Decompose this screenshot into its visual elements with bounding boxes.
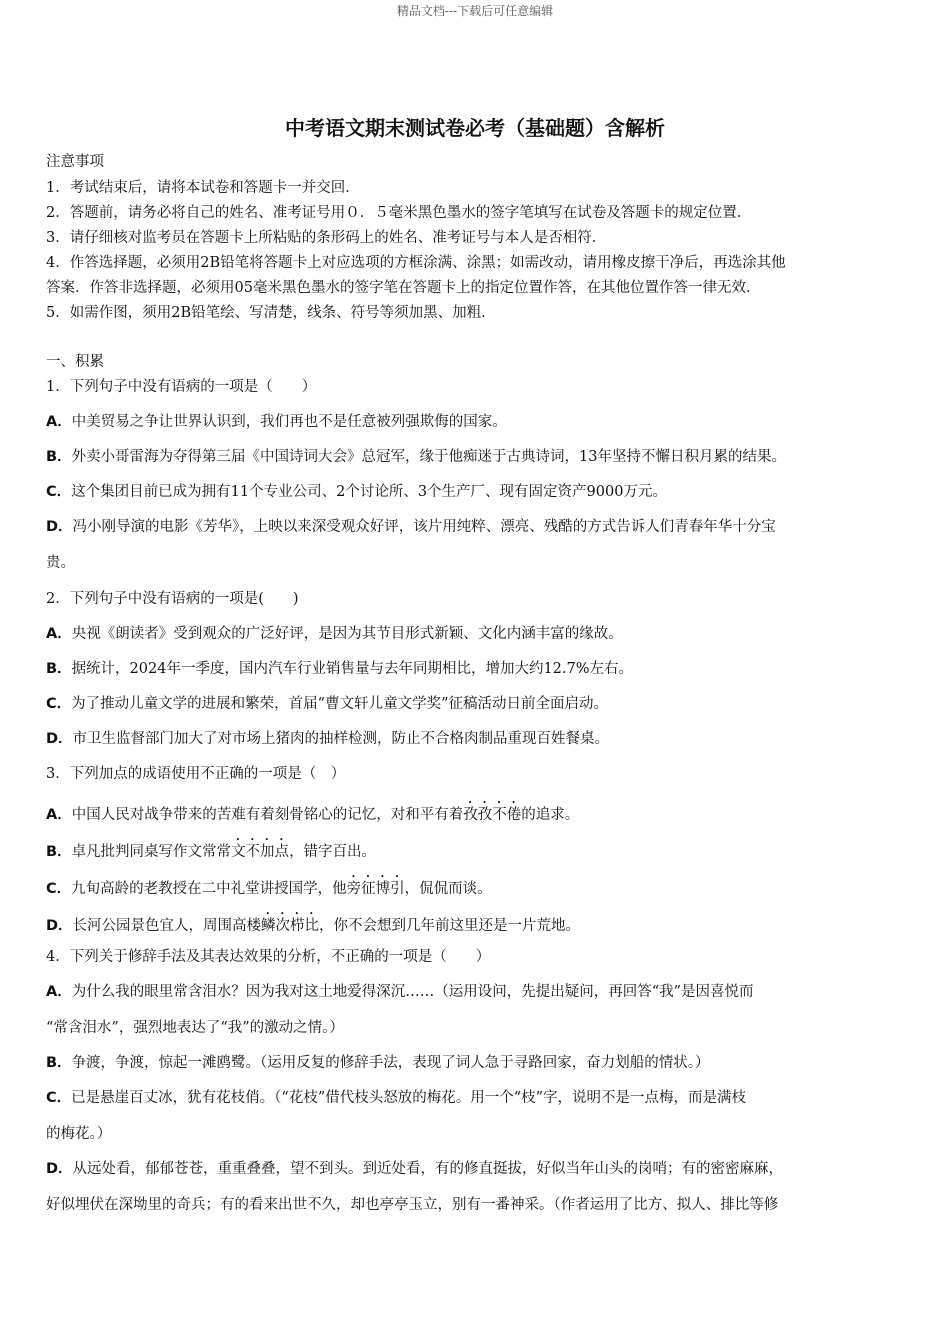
option-text: 长河公园景色宜人，周围高楼 [72,918,262,934]
option-text: 争渡，争渡，惊起一滩鸥鹭。（运用反复的修辞手法，表现了词人急于寻路回家，奋力划船的情状。） [71,1055,710,1071]
question-2-stem: 2．下列句子中没有语病的一项是( ) [46,591,299,607]
question-1-stem: 1．下列句子中没有语病的一项是（ ） [46,379,317,395]
option-label: D． [46,918,73,934]
option-label: D． [46,519,73,535]
option-label: A． [46,414,72,430]
note-item: 3．请仔细核对监考员在答题卡上所粘贴的条形码上的姓名、准考证号与本人是否相符． [46,230,607,246]
section-heading: 一、积累 [46,354,104,370]
question-3-stem: 3．下列加点的成语使用不正确的一项是（ ） [46,766,346,782]
option-label: C． [46,881,72,897]
q4-option-d-cont: 好似埋伏在深坳里的奇兵；有的看来出世不久，却也亭亭玉立，别有一番神采。（作者运用了比方、拟人、排比等修 [46,1197,779,1213]
option-text: 这个集团目前已成为拥有11个专业公司、2个讨论所、3个生产厂、现有固定资产9000万元。 [71,484,667,500]
notes-heading: 注意事项 [46,154,104,170]
q3-option-c [46,873,492,899]
q2-option-b [46,659,633,679]
option-text: ，侃侃而谈。 [404,881,492,897]
q2-option-d [46,729,609,749]
option-text: 卓凡批判同桌写作文常常 [71,844,232,860]
option-label: D． [46,731,73,747]
option-label: B． [46,661,72,677]
option-text: 为了推动儿童文学的进展和繁荣，首届“曹文轩儿童文学奖”征稿活动日前全面启动。 [71,696,608,712]
option-text: 外卖小哥雷海为夺得第三届《中国诗词大会》总冠军，缘于他痴迷于古典诗词，13年坚持不懈日积月累的结果。 [71,449,787,465]
q1-option-d [46,517,776,537]
q3-option-d [46,910,580,936]
note-item: 答案．作答非选择题，必须用05毫米黑色墨水的签字笔在答题卡上的指定位置作答，在其他位置作答一律无效． [46,280,761,296]
q1-option-d-cont: 贵。 [46,555,75,571]
option-text: 中美贸易之争让世界认识到，我们再也不是任意被列强欺侮的国家。 [71,414,507,430]
option-text: ，你不会想到几年前这里还是一片荒地。 [319,918,581,934]
option-text: 已是悬崖百丈冰，犹有花枝俏。（“花枝”借代枝头怒放的梅花。用一个“枝”字，说明不是一点梅，而是满枝 [71,1090,747,1106]
page-header: 精品文档---下载后可任意编辑 [396,4,554,18]
option-label: A． [46,807,72,823]
option-text: 九旬高龄的老教授在二中礼堂讲授国学，他 [71,881,347,897]
question-4-stem: 4．下列关于修辞手法及其表达效果的分析，不正确的一项是（ ） [46,949,491,965]
option-label: A． [46,626,72,642]
q3-option-a [46,799,579,825]
option-text: 据统计，2024年一季度，国内汽车行业销售量与去年同期相比，增加大约12.7%左右。 [71,661,634,677]
option-text: 从远处看，郁郁苍苍，重重叠叠，望不到头。到近处看，有的修直挺拔，好似当年山头的岗哨；有的密密麻麻， [72,1161,784,1177]
q1-option-a [46,412,507,432]
option-label: B． [46,844,72,860]
option-text: ，错字百出。 [289,844,377,860]
dotted-idiom: 鳞次栉比 [261,918,320,934]
option-label: B． [46,449,72,465]
dotted-idiom: 旁征博引 [346,881,405,897]
note-item: 1．考试结束后，请将本试卷和答题卡一并交回． [46,180,360,196]
dotted-idiom: 文不加点 [231,844,290,860]
q1-option-c [46,482,667,502]
note-item: 5．如需作图，须用2B铅笔绘、写清楚，线条、符号等须加黑、加粗． [46,305,496,321]
option-text: 中国人民对战争带来的苦难有着刻骨铭心的记忆，对和平有着 [71,807,464,823]
option-text: 央视《朗读者》受到观众的广泛好评，是因为其节目形式新颖、文化内涵丰富的缘故。 [71,626,623,642]
dotted-idiom: 孜孜不倦 [463,807,522,823]
q4-option-c [46,1088,746,1108]
q4-option-c-cont: 的梅花。） [46,1126,112,1142]
option-label: C． [46,1090,72,1106]
option-label: C． [46,484,72,500]
option-text: 冯小刚导演的电影《芳华》，上映以来深受观众好评，该片用纯粹、漂亮、残酷的方式告诉人们青春年华十分宝 [72,519,776,535]
page-title: 中考语文期末测试卷必考（基础题）含解析 [285,116,665,140]
q4-option-b [46,1053,710,1073]
note-item: 4．作答选择题，必须用2B铅笔将答题卡上对应选项的方框涂满、涂黑；如需改动，请用橡皮擦干净后，再选涂其他 [46,255,786,271]
option-text: 的追求。 [521,807,580,823]
q4-option-a [46,982,754,1002]
option-label: C． [46,696,72,712]
q4-option-a-cont: “常含泪水”，强烈地表达了“我”的激动之情。） [46,1020,344,1036]
q2-option-a [46,624,623,644]
q2-option-c [46,694,608,714]
q4-option-d [46,1159,783,1179]
q3-option-b [46,836,376,862]
option-text: 市卫生监督部门加大了对市场上猪肉的抽样检测，防止不合格肉制品重现百姓餐桌。 [72,731,610,747]
option-label: D． [46,1161,73,1177]
q1-option-b [46,447,786,467]
option-label: A． [46,984,72,1000]
option-label: B． [46,1055,72,1071]
option-text: 为什么我的眼里常含泪水？因为我对这土地爱得深沉……（运用设问，先提出疑问，再回答“我”是因喜悦而 [71,984,754,1000]
note-item: 2．答题前，请务必将自己的姓名、准考证号用０．５毫米黑色墨水的签字笔填写在试卷及答题卡的规定位置． [46,205,752,221]
